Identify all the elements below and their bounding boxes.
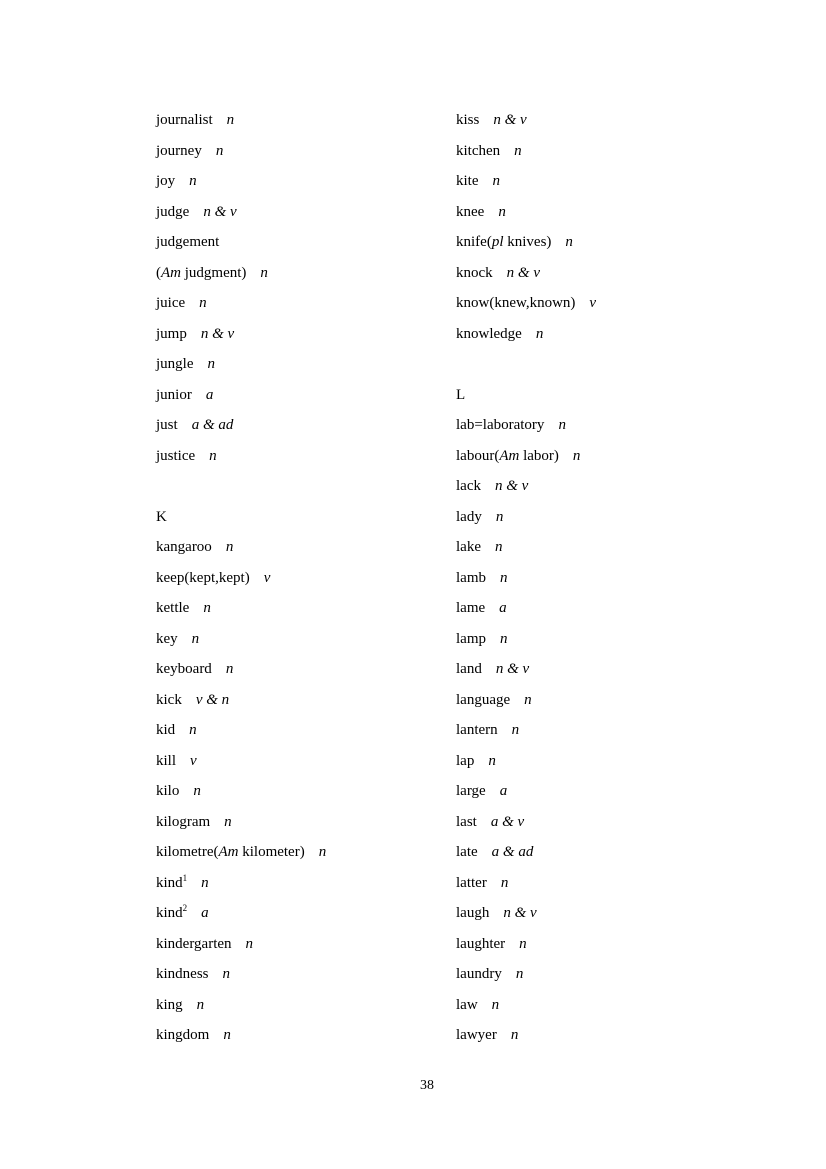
word-text: kilometre(Am kilometer): [156, 844, 305, 861]
word-list-column-left: [156, 105, 456, 1051]
pos-label: a & ad: [191, 417, 234, 434]
pos-label: n: [226, 112, 235, 128]
word-text: late: [456, 844, 478, 861]
word-entry: [456, 532, 756, 563]
section-heading: [156, 502, 456, 533]
pos-label: n: [514, 142, 522, 159]
word-entry: [456, 136, 756, 167]
word-entry: [156, 685, 456, 716]
word-text: junior: [156, 386, 192, 403]
word-entry: [456, 807, 756, 838]
word-text: (Am judgment): [156, 264, 247, 281]
pos-label: n: [558, 417, 566, 434]
word-text: lamb: [456, 569, 486, 586]
pos-label: n: [500, 874, 509, 891]
word-entry: [456, 746, 756, 777]
pos-label: n: [535, 325, 544, 342]
word-text: knife(pl knives): [456, 234, 552, 251]
pos-label: n: [225, 661, 234, 678]
pos-label: n & v: [494, 478, 529, 495]
word-text: lap: [456, 752, 475, 769]
word-text: knowledge: [456, 325, 522, 342]
word-text: jungle: [156, 356, 194, 373]
word-entry: [456, 471, 756, 502]
word-entry: [156, 288, 456, 319]
word-text: lawyer: [456, 1027, 497, 1044]
word-entry: [156, 380, 456, 411]
word-entry: [456, 837, 756, 868]
pos-label: n & v: [495, 661, 530, 678]
word-entry: [156, 837, 456, 868]
pos-label: v: [589, 295, 597, 312]
word-entry: [156, 410, 456, 441]
word-text: kilo: [156, 783, 180, 800]
page-number: 38: [420, 1078, 434, 1093]
word-text: kite: [456, 173, 479, 190]
word-text: keep(kept,kept): [156, 569, 250, 586]
word-text: language: [456, 691, 511, 708]
pos-label: n: [565, 234, 573, 251]
word-entry: [156, 776, 456, 807]
word-text: kind$^2$: [156, 903, 188, 922]
word-text: kitchen: [456, 142, 501, 159]
pos-label: n: [222, 966, 230, 983]
word-text: kiss: [456, 112, 480, 128]
word-entry: [156, 136, 456, 167]
pos-label: n & v: [493, 112, 527, 128]
word-entry: [456, 319, 756, 350]
word-entry: [456, 776, 756, 807]
word-text: lack: [456, 478, 481, 495]
word-text: key: [156, 630, 178, 647]
pos-label: n: [199, 295, 207, 312]
word-text: lady: [456, 508, 482, 525]
word-entry: [456, 959, 756, 990]
pos-label: n: [524, 691, 532, 708]
pos-label: n: [511, 722, 520, 739]
word-entry: [156, 990, 456, 1021]
word-text: kindness: [156, 966, 209, 983]
word-text: kill: [156, 752, 177, 769]
pos-label: n: [495, 508, 504, 525]
word-entry: [156, 715, 456, 746]
word-text: judge: [156, 203, 190, 220]
word-text: kind$^1$: [156, 872, 188, 891]
pos-label: v & n: [195, 691, 230, 708]
pos-label: v: [263, 569, 271, 586]
word-text: justice: [156, 447, 196, 464]
word-text: kid: [156, 722, 176, 739]
word-entry: [156, 197, 456, 228]
word-text: judgement: [156, 234, 220, 251]
word-entry: [456, 868, 756, 899]
word-text: kick: [156, 691, 182, 708]
word-entry: [156, 258, 456, 289]
word-text: laughter: [456, 935, 506, 952]
pos-label: a: [205, 386, 214, 403]
word-text: knee: [456, 203, 485, 220]
word-entry: [156, 959, 456, 990]
pos-label: n: [515, 966, 524, 983]
pos-label: n: [572, 447, 581, 464]
word-entry: [456, 258, 756, 289]
word-text: joy: [156, 173, 176, 190]
pos-label: n: [189, 173, 197, 190]
word-text: land: [456, 661, 482, 678]
pos-label: n: [492, 173, 500, 190]
word-entry: [456, 990, 756, 1021]
pos-label: n: [519, 935, 527, 952]
pos-label: n: [494, 539, 503, 556]
spacer-row: [156, 471, 456, 502]
word-entry: [456, 502, 756, 533]
word-entry: [156, 868, 456, 899]
spacer-row: [456, 349, 756, 380]
word-entry: [456, 593, 756, 624]
pos-label: a: [499, 600, 507, 617]
word-text: lake: [456, 539, 481, 556]
pos-label: n: [225, 539, 234, 556]
word-text: journalist: [156, 112, 213, 128]
word-entry: [156, 624, 456, 655]
word-entry: [456, 929, 756, 960]
pos-label: n & v: [506, 264, 540, 281]
word-text: laugh: [456, 905, 490, 922]
word-entry: [156, 227, 456, 258]
pos-label: n: [203, 600, 211, 617]
word-entry: [456, 715, 756, 746]
pos-label: n: [223, 1027, 231, 1044]
pos-label: n: [196, 996, 205, 1013]
pos-label: n & v: [203, 203, 237, 220]
word-text: juice: [156, 295, 186, 312]
word-entry: [456, 1020, 756, 1051]
word-text: know(knew,known): [456, 295, 576, 312]
word-entry: [456, 227, 756, 258]
word-text: journey: [156, 142, 202, 159]
word-entry: [456, 166, 756, 197]
word-text: keyboard: [156, 661, 212, 678]
word-entry: [456, 105, 756, 136]
word-entry: [156, 929, 456, 960]
word-text: jump: [156, 325, 187, 342]
word-entry: [156, 532, 456, 563]
word-entry: [156, 319, 456, 350]
pos-label: n: [193, 783, 201, 800]
pos-label: n: [488, 752, 496, 769]
word-text: law: [456, 996, 478, 1013]
word-entry: [456, 410, 756, 441]
word-text: large: [456, 783, 486, 800]
pos-label: a & v: [490, 813, 525, 830]
pos-label: a: [499, 783, 508, 800]
word-text: knock: [456, 264, 493, 281]
pos-label: n: [209, 447, 217, 464]
pos-label: n: [215, 142, 224, 159]
word-text: kingdom: [156, 1027, 210, 1044]
word-text: lantern: [456, 722, 498, 739]
word-entry: [456, 197, 756, 228]
word-entry: [156, 898, 456, 929]
word-text: lamp: [456, 630, 486, 647]
word-entry: [456, 654, 756, 685]
section-heading: [456, 380, 756, 411]
word-entry: [156, 105, 456, 136]
pos-label: n: [510, 1027, 519, 1044]
word-entry: [456, 685, 756, 716]
word-text: kilogram: [156, 813, 211, 830]
pos-label: n & v: [200, 325, 235, 342]
word-entry: [156, 349, 456, 380]
word-text: kindergarten: [156, 935, 232, 952]
word-text: king: [156, 996, 183, 1013]
pos-label: a & ad: [491, 844, 534, 861]
word-entry: [456, 898, 756, 929]
pos-label: n: [260, 264, 268, 281]
word-text: laundry: [456, 966, 502, 983]
pos-label: n: [189, 722, 197, 739]
word-entry: [156, 807, 456, 838]
pos-label: n: [191, 630, 200, 647]
pos-label: n: [201, 874, 209, 891]
pos-label: a: [201, 905, 209, 922]
pos-label: n: [318, 844, 327, 861]
word-entry: [156, 441, 456, 472]
word-text: kettle: [156, 600, 190, 617]
word-entry: [156, 654, 456, 685]
pos-label: n: [500, 569, 508, 586]
pos-label: n: [500, 630, 508, 647]
pos-label: n & v: [503, 905, 537, 922]
word-text: just: [156, 417, 178, 434]
pos-label: n: [207, 356, 215, 373]
word-entry: [156, 593, 456, 624]
pos-label: n: [245, 935, 254, 952]
word-list-column-right: [456, 105, 756, 1051]
pos-label: n: [491, 996, 500, 1013]
word-entry: [456, 563, 756, 594]
word-entry: [156, 563, 456, 594]
word-entry: [156, 1020, 456, 1051]
section-heading-letter: L: [456, 386, 466, 403]
word-text: last: [456, 813, 477, 830]
pos-label: n: [224, 813, 232, 830]
word-entry: [456, 288, 756, 319]
word-entry: [456, 441, 756, 472]
word-text: labour(Am labor): [456, 447, 559, 464]
section-heading-letter: K: [156, 508, 167, 525]
word-entry: [156, 166, 456, 197]
pos-label: n: [498, 203, 506, 220]
pos-label: v: [190, 752, 197, 769]
word-text: kangaroo: [156, 539, 212, 556]
word-entry: [456, 624, 756, 655]
word-text: lab=laboratory: [456, 417, 545, 434]
word-text: lame: [456, 600, 486, 617]
word-text: latter: [456, 874, 487, 891]
word-entry: [156, 746, 456, 777]
